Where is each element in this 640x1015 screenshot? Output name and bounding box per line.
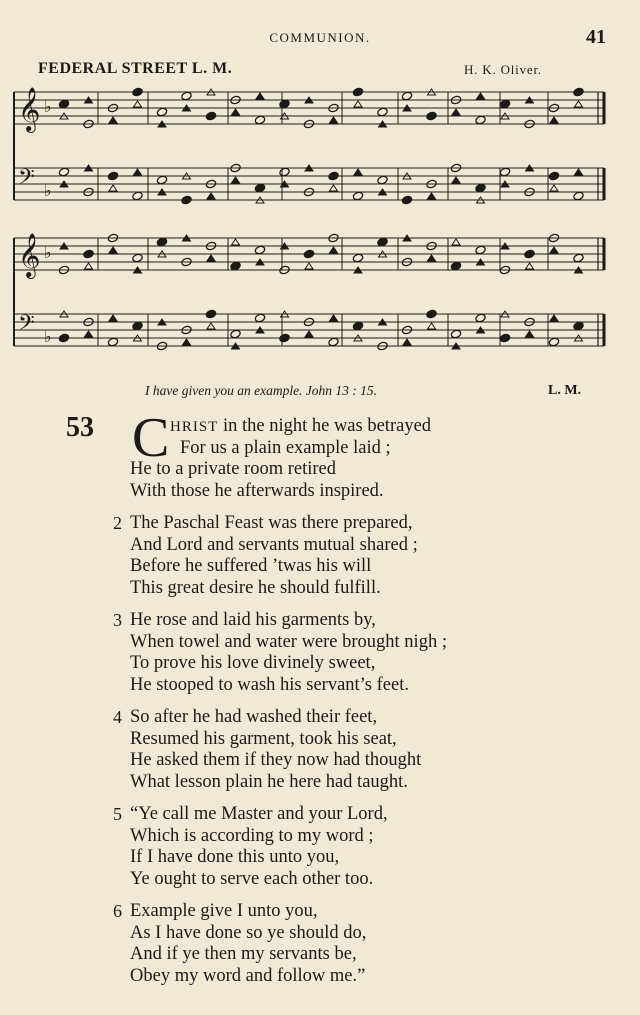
note-head [548,171,559,181]
verse-line: And Lord and servants mutual shared ; [130,534,418,555]
note-head-triangle [183,339,191,345]
note-head-triangle [550,185,558,191]
note-head-triangle [330,247,338,253]
note-head [132,253,143,263]
note-head [254,245,265,255]
note-head [352,253,363,263]
dropcap-letter: C [132,407,170,469]
staff-lines [14,87,604,346]
verse-line: As I have done so ye should do, [130,922,367,943]
note-head-triangle [134,101,142,107]
verse-line: He rose and laid his garments by, [130,610,376,630]
note-head-triangle [330,315,338,321]
note-head-triangle [550,117,558,123]
note-head-triangle [256,93,264,99]
note-head [352,321,363,331]
verse-line: What lesson plain he here had taught. [130,771,408,792]
verse-line: Before he suffered ’twas his will [130,556,372,576]
scripture-reference: I have given you an example. John 13 : 15. [145,383,378,398]
note-head-triangle [550,247,558,253]
note-head-triangle [526,331,534,337]
note-head [181,91,192,101]
verse-line: Example give I unto you, [130,901,318,921]
note-head-triangle [452,177,460,183]
treble-clef-icon: 𝄞 [18,233,41,277]
note-head-triangle [207,255,215,261]
note-head [279,333,290,343]
stanza-number: 6 [113,901,122,921]
note-head-triangle [428,323,436,329]
tune-meter: L. M. [191,60,233,77]
tune-name: FEDERAL STREET [38,60,188,77]
verse-line: He to a private room retired [130,459,336,479]
note-head-triangle [232,109,240,115]
note-head [107,171,118,181]
note-head [352,87,363,97]
note-head-triangle [109,117,117,123]
verse-line: And if ye then my servants be, [130,944,357,964]
verse-line: With those he afterwards inspired. [130,480,384,501]
note-head-triangle [109,185,117,191]
note-head-triangle [330,185,338,191]
bass-clef-icon: 𝄢 [18,311,35,341]
hymn-meter: L. M. [548,383,582,398]
note-head [254,313,265,323]
verse-line: To prove his love divinely sweet, [130,653,376,673]
flat-icon: ♭ [44,327,52,346]
score-notes [58,87,584,351]
verse-line: He asked them if they now had thought [130,750,422,770]
note-head-triangle [428,193,436,199]
note-head-triangle [330,117,338,123]
composer: H. K. Oliver. [464,62,542,77]
note-head-triangle [232,177,240,183]
note-head [58,333,69,343]
note-head-triangle [452,239,460,245]
verse-line: Resumed his garment, took his seat, [130,728,397,749]
note-head [58,99,69,109]
note-head-triangle [575,101,583,107]
running-head: COMMUNION. [269,30,371,45]
note-head-triangle [477,93,485,99]
note-head [279,99,290,109]
note-head [377,107,388,117]
flat-icon: ♭ [44,97,52,116]
verse-line: The Paschal Feast was there prepared, [130,513,413,533]
stanza-number: 2 [113,513,122,533]
note-head [377,175,388,185]
note-head [475,115,486,125]
verse-line: So after he had washed their feet, [130,707,378,727]
note-head [573,321,584,331]
note-head [499,167,510,177]
note-head [475,183,486,193]
note-head [499,333,510,343]
note-head [524,249,535,259]
stanza-number: 4 [113,707,122,727]
note-head [303,249,314,259]
verse-line: Ye ought to serve each other too. [130,868,374,889]
note-head [132,191,143,201]
note-head [83,249,94,259]
note-head [352,191,363,201]
note-head [499,99,510,109]
note-head [573,253,584,263]
note-head [156,237,167,247]
verse-line-text: in the night he was betrayed [218,416,432,436]
note-head-triangle [354,101,362,107]
note-head [205,111,216,121]
note-head-triangle [109,247,117,253]
note-head [426,309,437,319]
note-head-triangle [85,331,93,337]
note-head [254,183,265,193]
note-head [156,175,167,185]
note-head [328,337,339,347]
note-head-triangle [305,331,313,337]
note-head-triangle [575,169,583,175]
note-head [156,107,167,117]
note-head-triangle [85,263,93,269]
verse-line: Obey my word and follow me.” [130,965,366,986]
verse-line: For us a plain example laid ; [180,437,391,458]
note-head-triangle [109,315,117,321]
note-head [132,87,143,97]
stanza-number: 3 [113,610,122,630]
note-head [450,329,461,339]
bass-clef-icon: 𝄢 [18,165,35,195]
note-head [475,245,486,255]
note-head [450,261,461,271]
note-head-triangle [134,169,142,175]
note-head [377,237,388,247]
note-head-triangle [232,239,240,245]
note-head [475,313,486,323]
note-head-triangle [305,263,313,269]
verse-line: Which is according to my word ; [130,825,374,846]
music-score [8,80,612,360]
note-head [573,191,584,201]
note-head-triangle [550,315,558,321]
note-head-triangle [207,193,215,199]
treble-clef-icon: 𝄞 [18,87,41,131]
note-head [426,111,437,121]
note-head [107,337,118,347]
verse-line: He stooped to wash his servant’s feet. [130,674,409,695]
verse-line: If I have done this unto you, [130,847,340,867]
note-head-triangle [526,263,534,269]
note-head [132,321,143,331]
note-head [401,91,412,101]
page-number: 41 [586,26,606,48]
note-head [401,195,412,205]
note-head [279,167,290,177]
note-head-triangle [452,109,460,115]
note-head [573,87,584,97]
verse-line: “Ye call me Master and your Lord, [130,804,388,824]
note-head-triangle [354,169,362,175]
note-head [230,261,241,271]
first-word-smallcaps: HRIST [170,419,219,435]
stanza-number: 5 [113,804,122,824]
tune-title [38,60,232,78]
verse-line: This great desire he should fulfill. [130,577,381,598]
flat-icon: ♭ [44,181,52,200]
note-head [181,195,192,205]
verse-line: When towel and water were brought nigh ; [130,631,447,652]
note-head-triangle [207,323,215,329]
verse-line [170,416,431,438]
note-head-triangle [403,339,411,345]
note-head [254,115,265,125]
flat-icon: ♭ [44,243,52,262]
note-head-triangle [428,255,436,261]
note-head [230,329,241,339]
note-head [548,337,559,347]
note-head [58,167,69,177]
note-head [328,171,339,181]
hymn-number: 53 [66,412,94,443]
note-head [205,309,216,319]
